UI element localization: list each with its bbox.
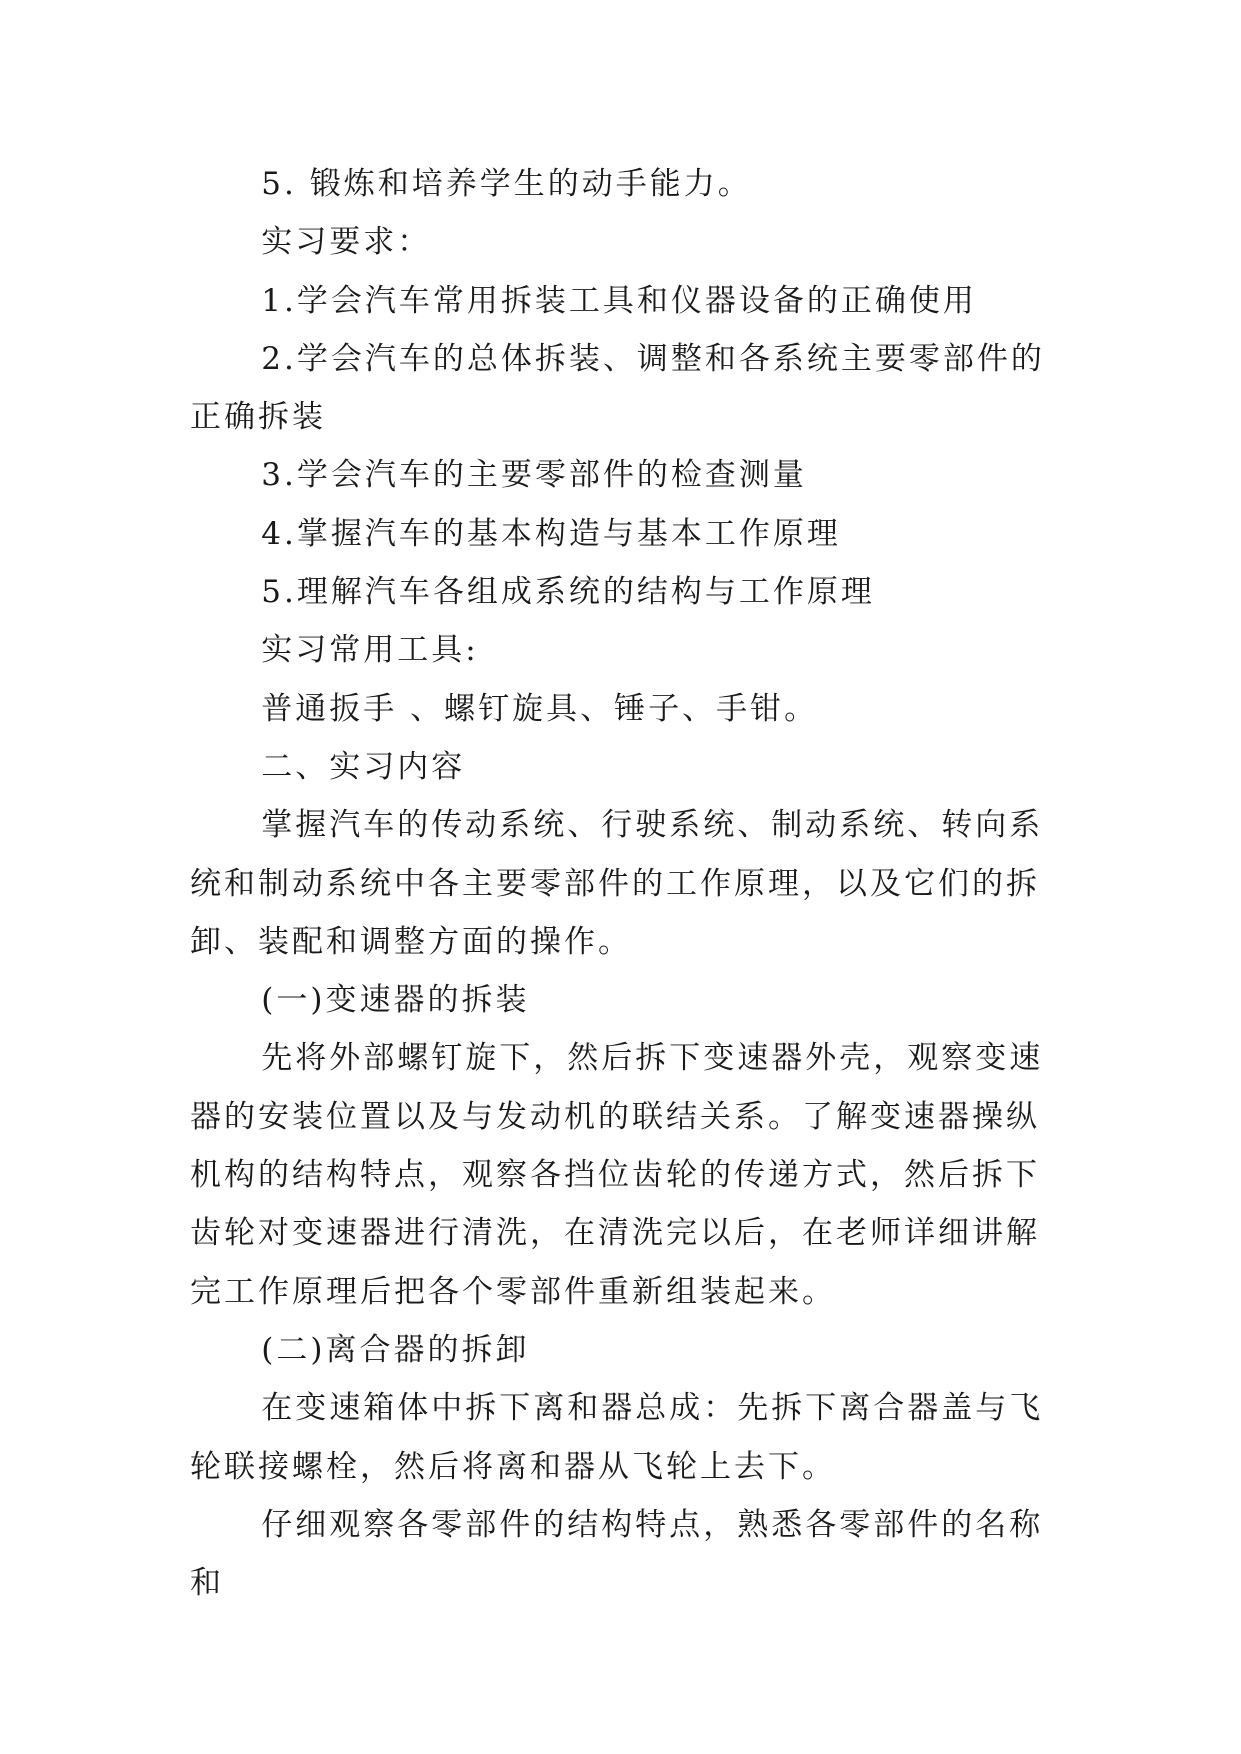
paragraph-requirement-4: 4.掌握汽车的基本构造与基本工作原理 — [261, 515, 841, 552]
document-body — [190, 155, 1070, 1612]
heading-tools: 实习常用工具: — [261, 632, 479, 669]
heading-section-two: 二、实习内容 — [261, 748, 466, 785]
paragraph-gearbox-body: 先将外部螺钉旋下，然后拆下变速器外壳，观察变速器的安装位置以及与发动机的联结关系。了解变速器操纵机构的结构特点，观察各挡位齿轮的传递方式，然后拆下齿轮对变速器进行清洗，在清洗完以后，在老师详细讲解完工作原理后把各个零部件重新组装起来。 — [190, 1040, 1044, 1310]
paragraph-section-two-body: 掌握汽车的传动系统、行驶系统、制动系统、转向系统和制动系统中各主要零部件的工作原理，以及它们的拆卸、装配和调整方面的操作。 — [190, 807, 1044, 960]
heading-requirements: 实习要求： — [261, 224, 432, 261]
paragraph-requirement-1: 1.学会汽车常用拆装工具和仪器设备的正确使用 — [261, 282, 977, 319]
heading-clutch: (二)离合器的拆卸 — [261, 1331, 530, 1368]
paragraph-requirement-5: 5.理解汽车各组成系统的结构与工作原理 — [261, 574, 875, 611]
paragraph-clutch-body: 在变速箱体中拆下离和器总成：先拆下离合器盖与飞轮联接螺栓，然后将离和器从飞轮上去下。 — [190, 1390, 1044, 1485]
heading-gearbox: (一)变速器的拆装 — [261, 982, 530, 1019]
paragraph-goal-5: 5. 锻炼和培养学生的动手能力。 — [261, 166, 752, 202]
paragraph-requirement-3: 3.学会汽车的主要零部件的检查测量 — [261, 457, 807, 494]
paragraph-tools-list: 普通扳手 、螺钉旋具、锤子、手钳。 — [261, 690, 819, 727]
paragraph-clutch-observe: 仔细观察各零部件的结构特点，熟悉各零部件的名称和 — [190, 1506, 1044, 1602]
paragraph-requirement-2: 2.学会汽车的总体拆装、调整和各系统主要零部件的正确拆装 — [190, 340, 1045, 436]
